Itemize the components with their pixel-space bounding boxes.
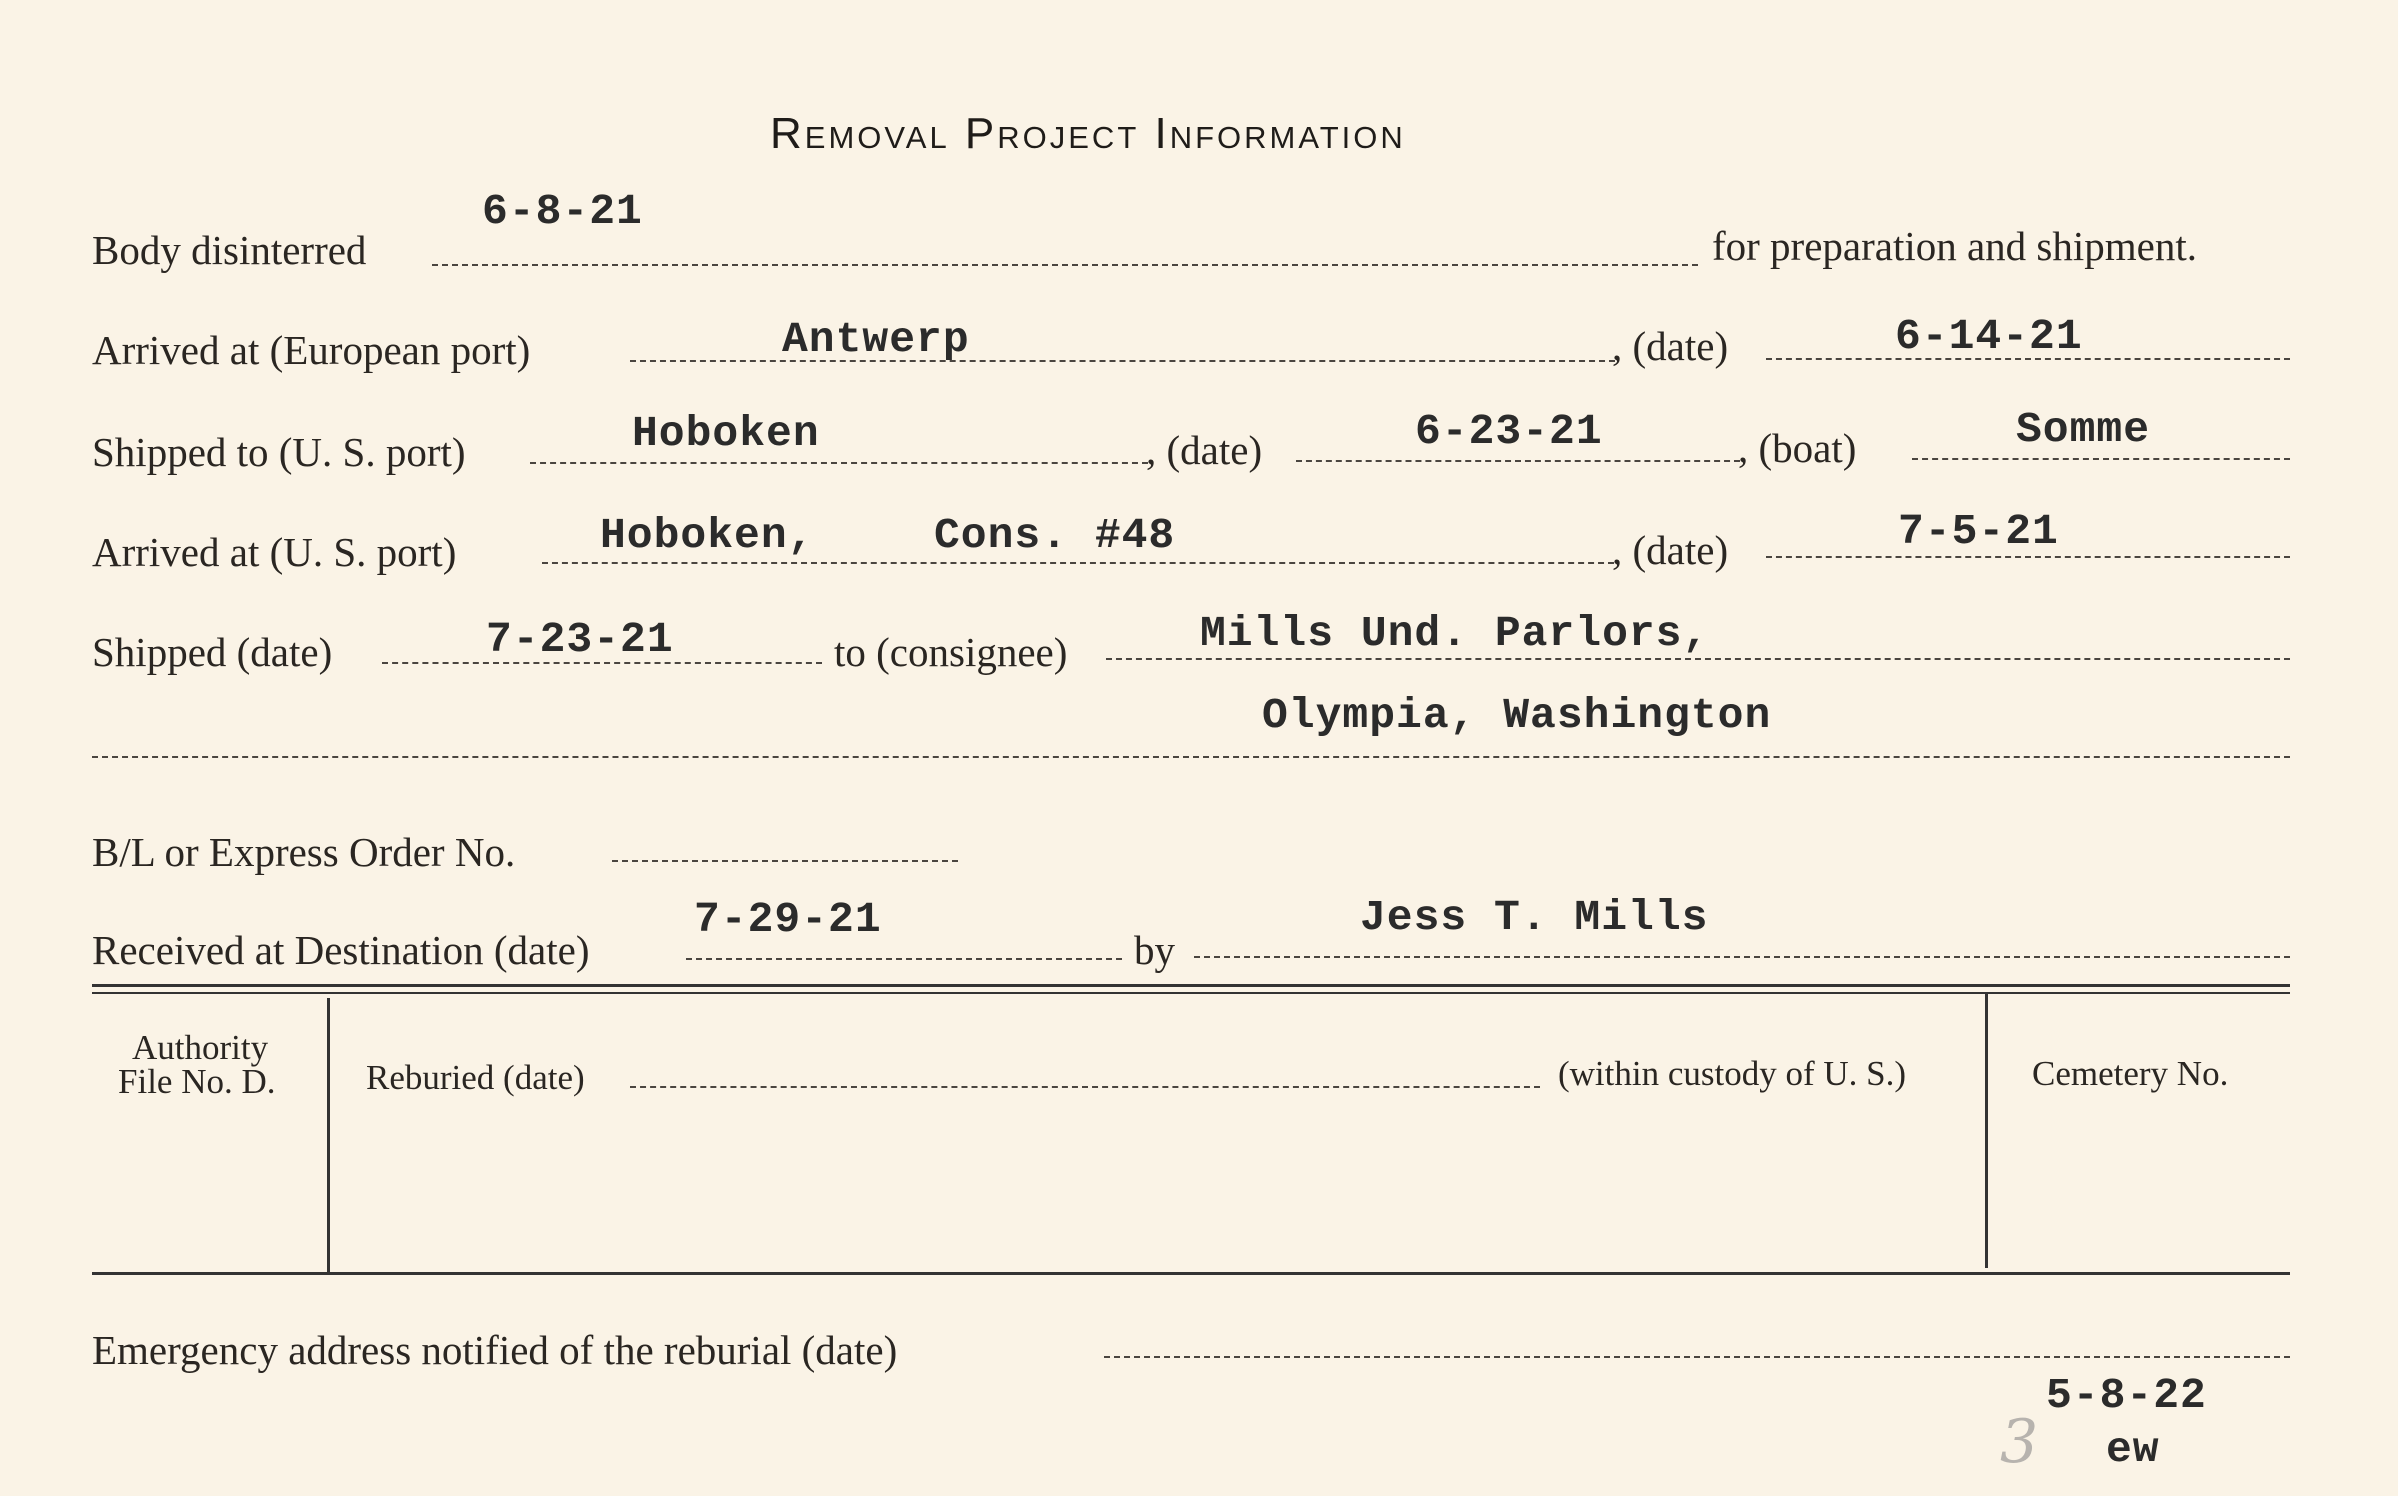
received-date-line [686, 958, 1122, 960]
shipped-to-us-label: Shipped to (U. S. port) [92, 429, 466, 475]
arrived-european-label: Arrived at (European port) [92, 327, 531, 373]
authority-label-line2: File No. D. [118, 1062, 276, 1101]
shipped-to-us-boat: Somme [2016, 405, 2151, 454]
consignee-continuation-line [92, 756, 2290, 758]
shipped-to-us-date-line [1296, 460, 1740, 462]
shipped-date-label: Shipped (date) [92, 629, 333, 675]
authority-label-line1: Authority [132, 1028, 269, 1067]
received-date: 7-29-21 [694, 895, 882, 944]
received-by-label: by [1134, 927, 1175, 973]
stamp-initials: ew [2106, 1425, 2160, 1474]
shipped-to-us-date-label: , (date) [1146, 427, 1263, 473]
arrived-us-label: Arrived at (U. S. port) [92, 529, 457, 575]
cemetery-label: Cemetery No. [2032, 1054, 2229, 1093]
shipped-to-us-boat-label: , (boat) [1738, 425, 1857, 471]
consignee-line1: Mills Und. Parlors, [1200, 609, 1710, 658]
box-divider-left [327, 998, 330, 1272]
reburied-label: Reburied (date) [366, 1058, 585, 1097]
box-divider-right [1985, 994, 1988, 1268]
arrived-us-date-line [1766, 556, 2290, 558]
arrived-us-consignment: Cons. #48 [934, 511, 1176, 560]
card-title: Removal Project Information [770, 109, 1406, 158]
arrived-us-port: Hoboken, [600, 511, 815, 560]
arrived-us-date-label: , (date) [1612, 527, 1729, 573]
box-bottom-rule [92, 1272, 2290, 1275]
received-by-line [1194, 956, 2290, 958]
body-disinterred-label: Body disinterred [92, 227, 367, 273]
section-rule-top [92, 984, 2290, 987]
section-rule-bottom [92, 992, 2290, 994]
shipped-to-us-port: Hoboken [632, 409, 820, 458]
received-label: Received at Destination (date) [92, 927, 590, 973]
arrived-european-port: Antwerp [782, 315, 970, 364]
consignee-line [1106, 658, 2290, 660]
arrived-european-port-line [630, 360, 1615, 362]
arrived-european-date-label: , (date) [1612, 323, 1729, 369]
body-disinterred-value: 6-8-21 [482, 187, 643, 236]
shipped-to-us-boat-line [1912, 458, 2290, 460]
pencil-mark: 3 [2000, 1407, 2039, 1477]
consignee-label: to (consignee) [834, 629, 1068, 675]
arrived-us-date: 7-5-21 [1898, 507, 2059, 556]
stamp-date: 5-8-22 [2046, 1371, 2207, 1420]
emergency-line [1104, 1356, 2290, 1358]
custody-label: (within custody of U. S.) [1558, 1054, 1907, 1093]
arrived-us-port-line [542, 562, 1614, 564]
body-disinterred-line [432, 264, 1698, 266]
shipped-to-us-port-line [530, 462, 1148, 464]
arrived-european-date: 6-14-21 [1895, 312, 2083, 361]
received-by: Jess T. Mills [1360, 893, 1709, 942]
bl-order-line [612, 860, 958, 862]
consignee-line2: Olympia, Washington [1262, 691, 1772, 740]
emergency-label: Emergency address notified of the reburial (date) [92, 1327, 898, 1373]
reburied-line [630, 1086, 1540, 1088]
bl-order-label: B/L or Express Order No. [92, 829, 516, 875]
shipped-to-us-date: 6-23-21 [1415, 407, 1603, 456]
shipped-date-value: 7-23-21 [486, 615, 674, 664]
body-disinterred-suffix: for preparation and shipment. [1712, 223, 2198, 269]
